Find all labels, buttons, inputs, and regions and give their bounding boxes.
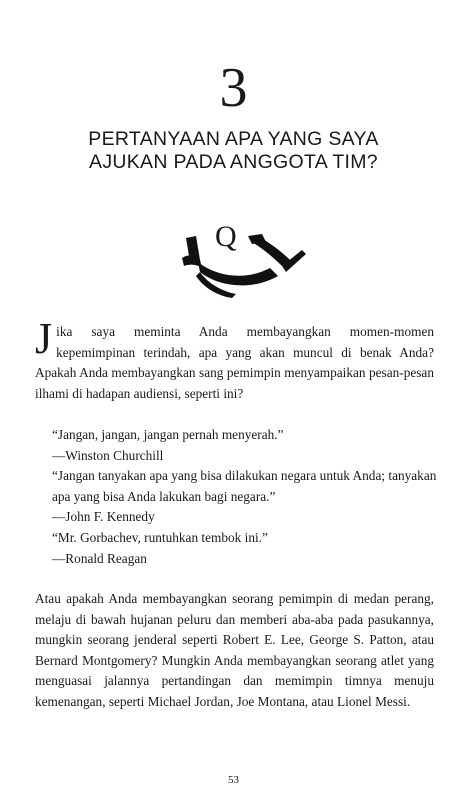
page-number: 53: [228, 774, 239, 786]
chapter-title: [0, 128, 467, 174]
quote-block: [52, 425, 444, 569]
attribution-reagan: —Ronald Reagan: [52, 550, 147, 566]
attribution-churchill: —Winston Churchill: [52, 447, 164, 463]
drop-cap: J: [35, 314, 53, 363]
chapter-title-line-1: PERTANYAAN APA YANG SAYA: [88, 128, 379, 150]
q-book-icon: [178, 208, 308, 300]
chapter-title-line-2: AJUKAN PADA ANGGOTA TIM?: [89, 151, 378, 173]
quote-reagan: “Mr. Gorbachev, runtuhkan tembok ini.”: [52, 529, 268, 545]
paragraph-2: Atau apakah Anda membayangkan seorang pemimpin di medan perang, melaju di bawah hujanan peluru dan memberi aba-aba pada pasukannya, mungkin seorang jenderal seperti Robert E. Lee, George S. Patton, atau Bernard Montgomery? Mungkin Anda membayangkan seorang atlet yang menguasai jalannya pertandingan dan memimpin timnya menuju kemenangan, seperti Michael Jordan, Joe Montana, atau Lionel Messi.: [35, 591, 434, 709]
attribution-kennedy: —John F. Kennedy: [52, 509, 155, 525]
chapter-number: 3: [219, 57, 248, 119]
paragraph-1: [35, 314, 434, 404]
quote-kennedy: “Jangan tanyakan apa yang bisa dilakukan negara untuk Anda; tanyakan apa yang bisa Anda lakukan bagi negara.”: [52, 468, 437, 504]
quote-churchill: “Jangan, jangan, jangan pernah menyerah.”: [52, 427, 284, 442]
ornament-letter: Q: [215, 220, 237, 253]
paragraph-1-text: ika saya meminta Anda membayangkan momen-momen kepemimpinan terindah, apa yang akan muncul di benak Anda? Apakah Anda membayangkan sang pemimpin menyampaikan pesan-pesan ilhami di hadapan audiensi, seperti ini?: [35, 324, 434, 401]
